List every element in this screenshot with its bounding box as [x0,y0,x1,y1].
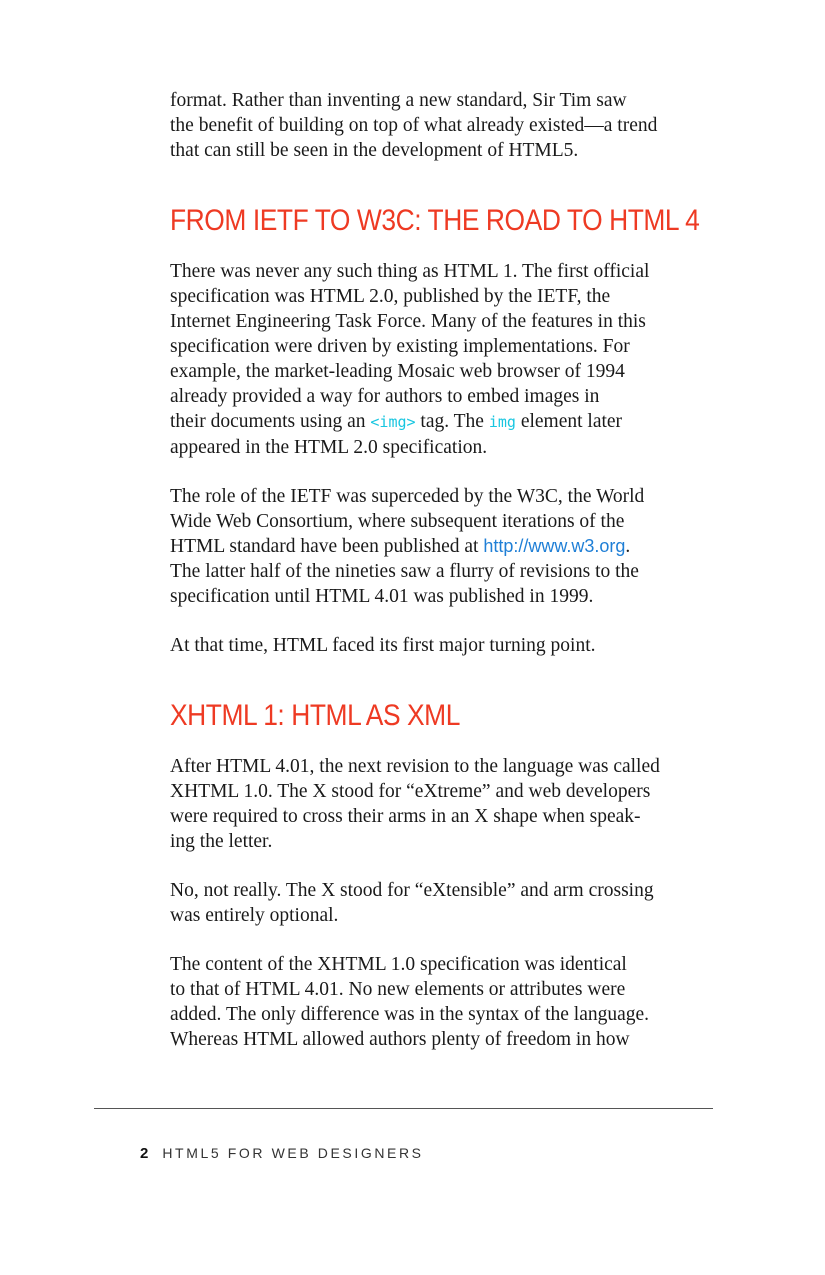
page-number: 2 [140,1145,149,1162]
text-line: The content of the XHTML 1.0 specification was identical [170,954,627,975]
text-line: format. Rather than inventing a new standard, Sir Tim saw [170,90,627,111]
paragraph-html-2 [170,259,730,460]
text-line: the benefit of building on top of what already existed—a trend [170,115,658,136]
text-fragment: HTML standard have been published at [170,536,484,557]
text-line: ing the letter. [170,831,273,852]
intro-paragraph [170,88,730,163]
text-fragment: . [625,536,631,557]
text-line: specification until HTML 4.01 was published in 1999. [170,586,594,607]
text-line: specification was HTML 2.0, published by the IETF, the [170,286,611,307]
text-line: was entirely optional. [170,905,339,926]
paragraph-xhtml-extreme [170,754,730,854]
text-line: No, not really. The X stood for “eXtensible” and arm crossing [170,880,654,901]
code-img-tag: <img> [370,413,416,431]
text-line: example, the market-leading Mosaic web browser of 1994 [170,361,625,382]
running-title: HTML5 FOR WEB DESIGNERS [162,1145,424,1161]
text-fragment: element later [515,411,623,432]
text-line: added. The only difference was in the syntax of the language. [170,1004,650,1025]
code-img-element: img [488,413,516,431]
page-body [170,88,730,1076]
text-line: specification were driven by existing implementations. For [170,336,630,357]
text-line: to that of HTML 4.01. No new elements or attributes were [170,979,626,1000]
text-line: Internet Engineering Task Force. Many of the features in this [170,311,646,332]
text-line: appeared in the HTML 2.0 specification. [170,437,488,458]
section-heading-ietf-w3c: FROM IETF TO W3C: THE ROAD TO HTML 4 [170,204,700,237]
text-line: There was never any such thing as HTML 1. The first official [170,261,650,282]
text-line: XHTML 1.0. The X stood for “eXtreme” and web developers [170,781,651,802]
text-line [170,534,730,559]
text-line: were required to cross their arms in an X shape when speak- [170,806,641,827]
text-fragment: their documents using an [170,411,371,432]
text-line: that can still be seen in the development of HTML5. [170,140,579,161]
footer-divider [94,1108,713,1109]
text-line [170,409,730,435]
text-line: Wide Web Consortium, where subsequent iterations of the [170,511,625,532]
text-line: After HTML 4.01, the next revision to the language was called [170,756,660,777]
paragraph-turning-point [170,633,730,658]
text-line: already provided a way for authors to embed images in [170,386,600,407]
text-line: The latter half of the nineties saw a flurry of revisions to the [170,561,639,582]
section-heading-xhtml: XHTML 1: HTML AS XML [170,699,460,732]
paragraph-w3c [170,484,730,609]
text-fragment: tag. The [415,411,489,432]
paragraph-xhtml-extensible [170,878,730,928]
text-line: Whereas HTML allowed authors plenty of freedom in how [170,1029,630,1050]
paragraph-xhtml-syntax [170,952,730,1052]
text-line: The role of the IETF was superceded by the W3C, the World [170,486,645,507]
w3c-link[interactable]: http://www.w3.org [483,536,626,556]
page-footer [140,1145,424,1162]
text-line: At that time, HTML faced its first major turning point. [170,635,596,656]
